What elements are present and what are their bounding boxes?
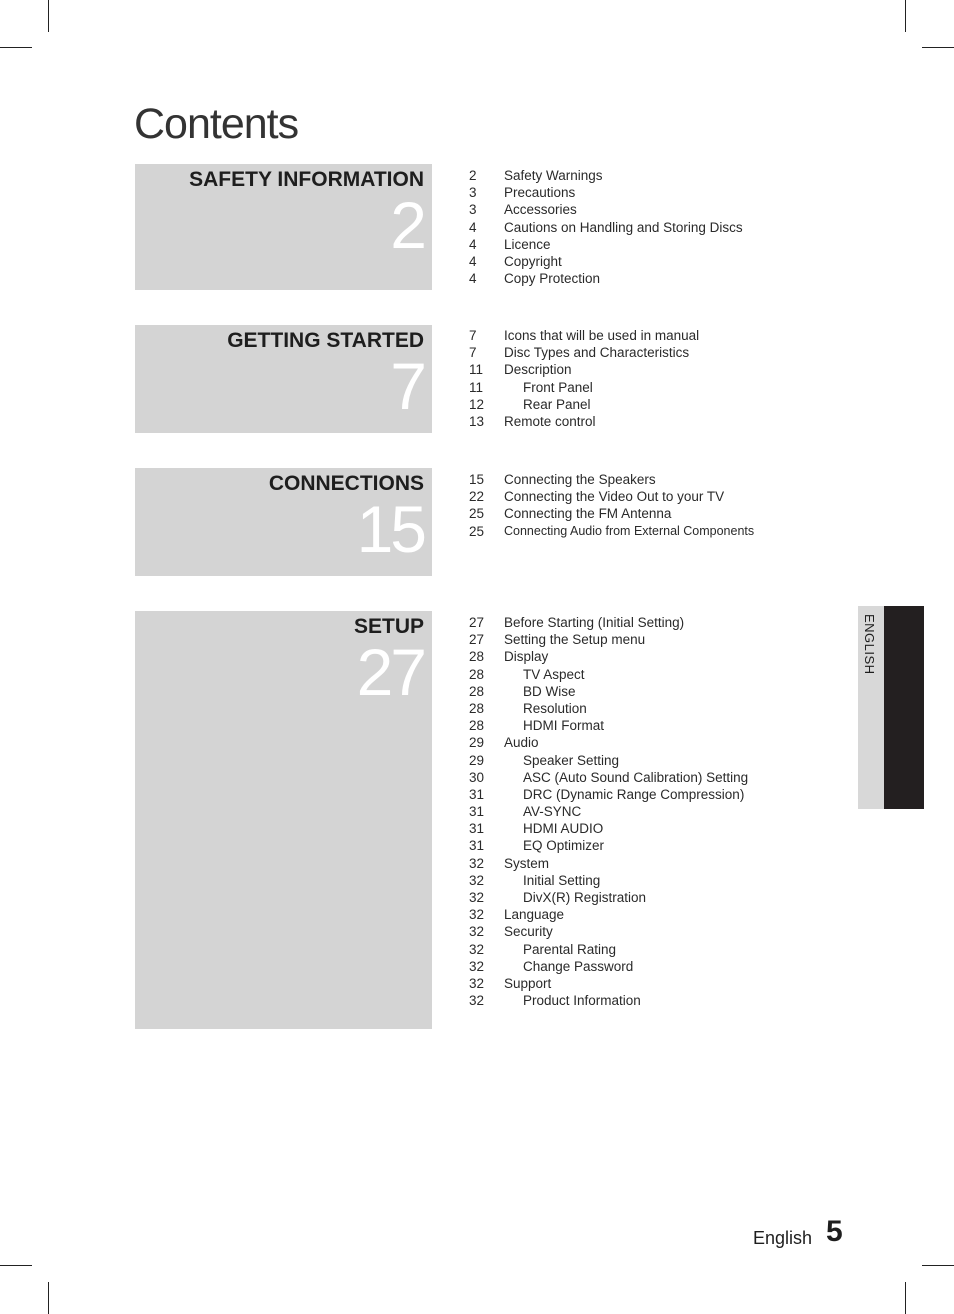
- toc-entry-page: 27: [469, 615, 485, 630]
- toc-entry-page: 32: [469, 941, 485, 957]
- toc-entry-page: 7: [469, 328, 477, 343]
- toc-entry-label: HDMI Format: [523, 718, 604, 734]
- toc-entry: [469, 219, 743, 236]
- language-tab-label: ENGLISH: [862, 614, 877, 675]
- crop-mark: [0, 1265, 32, 1266]
- section-safety-information: [135, 164, 432, 290]
- toc-entry-page: 31: [469, 838, 485, 854]
- toc-entry-label: Accessories: [504, 202, 577, 218]
- toc-entry-label: HDMI AUDIO: [523, 821, 604, 837]
- language-tab-marker: [884, 606, 924, 809]
- toc-entry: [469, 631, 748, 648]
- toc-entry-page: 4: [469, 219, 477, 235]
- toc-entry-label: Copyright: [504, 253, 562, 269]
- toc-entry-page: 4: [469, 271, 477, 287]
- toc-entry: [469, 344, 699, 361]
- toc-entry: [469, 700, 748, 717]
- toc-entry-page: 27: [469, 632, 485, 648]
- toc-entry-label: Display: [504, 649, 549, 665]
- toc-entry: [469, 236, 743, 253]
- section-number: 2: [390, 188, 424, 262]
- toc-entry: [469, 471, 754, 488]
- toc-entry-page: 32: [469, 924, 485, 940]
- toc-entry: [469, 803, 748, 820]
- toc-entry: [469, 958, 748, 975]
- toc-entry-label: DivX(R) Registration: [523, 890, 647, 905]
- section-title: GETTING STARTED: [227, 329, 424, 352]
- toc-list-safety-information: [469, 167, 743, 287]
- toc-entry: [469, 906, 748, 923]
- crop-mark: [48, 1282, 49, 1314]
- toc-entry: [469, 855, 748, 872]
- toc-entry-page: 11: [469, 379, 484, 395]
- toc-entry: [469, 717, 748, 734]
- crop-mark: [0, 47, 32, 48]
- toc-entry-page: 29: [469, 735, 485, 751]
- toc-entry-label: TV Aspect: [523, 666, 585, 682]
- toc-entry-page: 28: [469, 666, 485, 682]
- toc-entry-page: 31: [469, 786, 485, 802]
- toc-entry: [469, 379, 699, 396]
- toc-entry-label: Connecting the FM Antenna: [504, 506, 672, 522]
- toc-entry-page: 4: [469, 253, 477, 269]
- toc-entry-label: Support: [504, 975, 552, 991]
- toc-entry-label: Licence: [504, 236, 551, 252]
- toc-entry-page: 28: [469, 700, 485, 716]
- toc-entry-label: Description: [504, 362, 572, 378]
- section-title: CONNECTIONS: [268, 472, 424, 495]
- section-setup: [135, 611, 432, 1029]
- toc-entry-label: Product Information: [523, 993, 641, 1009]
- toc-entry-page: 31: [469, 804, 485, 820]
- toc-entry-page: 25: [469, 523, 485, 539]
- toc-entry-page: 12: [469, 396, 485, 412]
- toc-entry: [469, 786, 748, 803]
- toc-entry-label: Before Starting (Initial Setting): [504, 615, 685, 630]
- crop-mark: [922, 1265, 954, 1266]
- toc-entry: [469, 167, 743, 184]
- toc-entry: [469, 837, 748, 854]
- toc-entry-label: EQ Optimizer: [523, 838, 605, 854]
- toc-entry-page: 22: [469, 489, 485, 505]
- toc-entry-label: System: [504, 855, 550, 871]
- toc-entry-label: Language: [504, 907, 565, 923]
- toc-entry: [469, 923, 748, 940]
- toc-entry-page: 30: [469, 769, 485, 785]
- toc-entry-page: 28: [469, 718, 485, 734]
- section-number: 7: [390, 349, 424, 423]
- toc-entry-page: 25: [469, 506, 485, 522]
- toc-entry-page: 32: [469, 975, 485, 991]
- toc-entry: [469, 523, 754, 540]
- toc-entry-page: 32: [469, 907, 485, 923]
- toc-entry: [469, 734, 748, 751]
- toc-entry: [469, 683, 748, 700]
- crop-mark: [905, 1282, 906, 1314]
- toc-entry: [469, 666, 748, 683]
- toc-entry-label: Safety Warnings: [504, 168, 603, 183]
- toc-entry-page: 32: [469, 872, 485, 888]
- toc-entry-label: DRC (Dynamic Range Compression): [523, 786, 745, 802]
- toc-entry: [469, 270, 743, 287]
- toc-list-getting-started: [469, 327, 699, 430]
- toc-entry: [469, 992, 748, 1009]
- language-tab: [858, 606, 886, 809]
- toc-entry: [469, 253, 743, 270]
- toc-entry: [469, 941, 748, 958]
- toc-entry: [469, 361, 699, 378]
- toc-entry-page: 7: [469, 345, 477, 361]
- toc-entry-page: 3: [469, 185, 477, 201]
- toc-entry: [469, 820, 748, 837]
- toc-entry: [469, 327, 699, 344]
- toc-entry-label: Change Password: [523, 958, 634, 974]
- toc-entry-label: Front Panel: [523, 379, 593, 395]
- toc-entry-label: Rear Panel: [523, 396, 591, 412]
- toc-entry: [469, 872, 748, 889]
- toc-entry-page: 28: [469, 683, 485, 699]
- toc-entry-label: Copy Protection: [504, 271, 601, 287]
- toc-entry: [469, 184, 743, 201]
- toc-entry-page: 28: [469, 649, 485, 665]
- toc-entry-label: ASC (Auto Sound Calibration) Setting: [523, 769, 749, 785]
- toc-entry-label: Setting the Setup menu: [504, 632, 646, 648]
- toc-entry: [469, 769, 748, 786]
- toc-entry-label: Initial Setting: [523, 872, 601, 888]
- toc-entry: [469, 648, 748, 665]
- toc-entry-page: 32: [469, 855, 485, 871]
- section-number: 27: [356, 635, 424, 709]
- toc-entry-page: 32: [469, 958, 485, 974]
- toc-entry: [469, 975, 748, 992]
- toc-entry-page: 2: [469, 168, 477, 183]
- toc-entry-label: Disc Types and Characteristics: [504, 345, 690, 361]
- toc-entry-label: Security: [504, 924, 553, 940]
- section-title: SAFETY INFORMATION: [189, 168, 424, 191]
- toc-entry-label: Remote control: [504, 413, 596, 429]
- toc-entry: [469, 396, 699, 413]
- toc-list-setup: [469, 614, 748, 1009]
- toc-entry: [469, 889, 748, 906]
- toc-entry-page: 15: [469, 472, 485, 487]
- toc-entry-label: Connecting the Video Out to your TV: [504, 489, 725, 505]
- crop-mark: [48, 0, 49, 32]
- toc-entry-page: 29: [469, 752, 485, 768]
- toc-entry-label: Connecting the Speakers: [504, 472, 656, 487]
- toc-entry-label: Resolution: [523, 700, 587, 716]
- toc-entry-label: BD Wise: [523, 683, 576, 699]
- section-number: 15: [356, 492, 424, 566]
- section-connections: [135, 468, 432, 576]
- toc-entry-label: AV-SYNC: [523, 804, 582, 820]
- section-getting-started: [135, 325, 432, 433]
- toc-entry: [469, 505, 754, 522]
- toc-entry-label: Connecting Audio from External Components: [504, 523, 755, 538]
- footer-page-number: 5: [826, 1215, 843, 1248]
- toc-entry-label: Audio: [504, 735, 539, 751]
- toc-entry: [469, 413, 699, 430]
- toc-entry-label: Precautions: [504, 185, 576, 201]
- section-title: SETUP: [353, 615, 424, 638]
- toc-entry-label: Cautions on Handling and Storing Discs: [504, 219, 743, 235]
- toc-entry: [469, 201, 743, 218]
- toc-entry-page: 4: [469, 236, 477, 252]
- crop-mark: [905, 0, 906, 32]
- toc-entry: [469, 614, 748, 631]
- page-title: Contents: [134, 100, 299, 148]
- toc-list-connections: [469, 471, 754, 540]
- crop-mark: [922, 47, 954, 48]
- toc-entry: [469, 488, 754, 505]
- toc-entry-page: 3: [469, 202, 477, 218]
- toc-entry-page: 31: [469, 821, 485, 837]
- toc-entry-page: 32: [469, 993, 485, 1009]
- toc-entry-page: 11: [469, 362, 484, 378]
- toc-entry-label: Speaker Setting: [523, 752, 620, 768]
- toc-entry: [469, 752, 748, 769]
- toc-entry-label: Parental Rating: [523, 941, 617, 957]
- toc-entry-page: 13: [469, 413, 485, 429]
- toc-entry-label: Icons that will be used in manual: [504, 328, 700, 343]
- toc-entry-page: 32: [469, 890, 485, 905]
- footer-language: English: [753, 1228, 813, 1248]
